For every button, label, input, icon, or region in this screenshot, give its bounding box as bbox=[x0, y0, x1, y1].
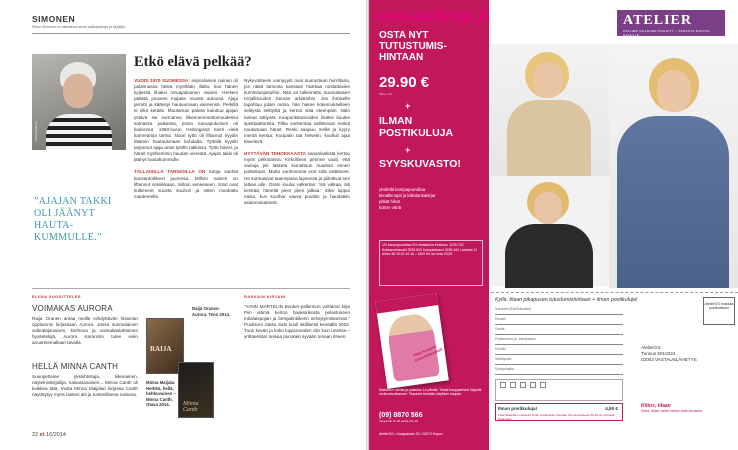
col1-text: espoolainen nainen oli palannassa töistä myöhään illalla, kun hänen kyljessä lihaksi raruapukuinen nainen. Herkeni päästä puuseni majasa nousta autoosa. Ajaja jarrutti ja käänsyi hautuumaan viereensä. Perkillä ei ollut ketään. Muutaman päivän kuluttua ajajan ystävä sai surmansa liikenneonnettomuudessa samassa paikassa, jossa naruapukuinen oli kadonnut. 1960-luvun Helsingissä kierti vielä karmeampi tarina. Nuori tyttö oli liftannut kyydin Malmin hautausmaan kohdalta. Tyttöllä kyydin tarjonnut ajaja antoi tytölle takkinsa. Tyttö hävisi, ja hänet myöhemmin haudan vierestä. Ajajan takki oli jäänyt hautakummulle. bbox=[134, 78, 238, 163]
free-shipping-box bbox=[495, 403, 623, 421]
model-face bbox=[657, 70, 691, 112]
address-line: Tunnus 5010324 bbox=[641, 350, 676, 356]
article-column-1 bbox=[134, 78, 238, 200]
pull-quote: ”AJAJAN TAKKI OLI JÄÄNYT HAUTA-KUMMULLE.” bbox=[34, 196, 112, 243]
price-note: Alkup. 69,- bbox=[379, 92, 394, 96]
model-face bbox=[534, 192, 562, 224]
thanks-option[interactable] bbox=[641, 403, 703, 413]
phone-number bbox=[379, 412, 423, 423]
pink-offer-panel bbox=[369, 0, 489, 450]
aurora-caption: Raija Oranen: Aurora. Teos 2014. bbox=[192, 306, 231, 317]
coupon-title: Kyllä, tilaan pikapusen tutustumishintaan + ilman postikuluja! bbox=[495, 297, 638, 303]
left-page bbox=[0, 0, 368, 450]
favorite-book-label: RAKKAIN KIRJANI bbox=[244, 294, 286, 299]
author-photo bbox=[32, 54, 126, 150]
col2-text-b: sananlaskistä kertoo myös pelkotarina. Kirkollinen perinne vaati, että vainaja piti lasketa siunattuun maahan ennen puitteitaan. Mutta vanhemmat erot siitä väittäneet. He surmasivat taaempana lapsensa ja piilottivat sen lattian alle. Ossin kuulai valkertan: 'Isä valkaa, äiti kenkää, hänellä pieni pieni jalkaa.' Siksi loppui naisa, kun kuulhar vauva puottiin ja haudattiin asianmukaisesti. bbox=[244, 151, 350, 205]
photo-credit: Tytti Kilpeläinen bbox=[34, 120, 38, 142]
address-line: AtelierGS bbox=[641, 345, 661, 350]
brand-logo bbox=[617, 10, 725, 36]
col2-subhead: HYYTÄVÄN TEHOKKAASTA bbox=[244, 151, 306, 157]
model-top bbox=[617, 116, 729, 288]
checkbox[interactable] bbox=[500, 382, 506, 388]
canth-caption: Minna Maijala: Herkkä, hellä, hehkuvainen – Minna Canth. Otava 2014. bbox=[146, 380, 176, 408]
model-top bbox=[505, 224, 593, 288]
offer-headline: OSTA NYT TUTUSTUMIS-HINTAAN bbox=[379, 30, 447, 63]
aurora-text: Raija Oranen antaa meille viihdyttävän historian oppitunnin kirjassaan Aurora. Jossa suomalainen vaikuttajanainen, kiehtova ja voimakastahtoinen hyväntekijä, Aurora Karamzin tulee esiin anuartsemallaan tavalla. bbox=[32, 316, 138, 346]
catalog-header-band bbox=[375, 293, 438, 314]
feature-list bbox=[379, 187, 435, 211]
free-shipping-headline: ILMAN POSTIKULUJA bbox=[379, 115, 454, 139]
checkbox[interactable] bbox=[530, 382, 536, 388]
field-lastname[interactable]: Sukunimi (Etu/Sukunimi) bbox=[495, 307, 623, 315]
checkbox[interactable] bbox=[510, 382, 516, 388]
header-rule bbox=[32, 33, 350, 34]
field-address[interactable]: Osoite bbox=[495, 327, 623, 335]
model-top bbox=[507, 100, 591, 180]
company-footer: AtelierGS • Kauppakatu 13 • 02070 Espoo bbox=[379, 432, 443, 436]
photo-face bbox=[63, 74, 93, 108]
feature-item: kimallenapit ja kiiltolankakirjat bbox=[379, 193, 436, 198]
canth-book-title: Minna Canth bbox=[183, 401, 199, 413]
model-photo-black bbox=[491, 176, 609, 286]
canth-text: Suuopettelee ykssihtistaja, liikenainen, näytelmäkirjailija, naisasianainen... Minna Canth oli kaikkea tätä, mutta Minna Maijalan kirjassa Canth näyttäytyy myös lasteni äiti ja tunteellisena naisena. bbox=[32, 374, 138, 398]
aurora-book-title: RAIJA bbox=[150, 345, 172, 353]
logo-subtitle: ATELIER GOLDNER SCHNITT – PARASTA MUOTIA NAISILLE bbox=[623, 29, 710, 37]
website-url: www.ateliergs.fi bbox=[377, 6, 489, 25]
column-subtitle: Eliisa Simonen on elämänsä aivan pääkirjoittaja ja kirjailija. bbox=[32, 25, 126, 29]
free-shipping-label: Ilman postikuluja! bbox=[498, 406, 538, 411]
offer-price: 29.90 € bbox=[379, 74, 430, 91]
field-email[interactable]: Sähköposti bbox=[495, 357, 623, 365]
field-phone[interactable]: Puhelin bbox=[495, 347, 623, 355]
canth-heading: HELLÄ MINNA CANTH bbox=[32, 362, 119, 371]
autumn-catalog-headline: SYYSKUVASTO! bbox=[379, 158, 461, 170]
col1-text-b: tutoja vanhat kansantoihkeet juurensa. Milloin nainen on liftannut vossikkaan, milloin veneeseen. Jotut ovat kulkeneet suusta suuhun ja sitten muokattu mantereelle. bbox=[134, 169, 239, 199]
favorite-book-text: ”YANN MARTELIN Booker-palkinnon voittanut kirja Piin elämä kertoo haaksirikosta pelastuneen Intialaispojan ja bengalintiikerin selviytymistarinan.” Puolisoni Jukka Salo kuoli äkillisesti keväällä 2002. Tuon kevän ja koko loppuvuoden olin kuin unessa – yrittäessäni tuskaa purukaki syvään omaan itseen. bbox=[244, 304, 350, 340]
product-info-box: 1% kampapuuvillaa 5% elastaania Keskiarv. 3239-700 Sotiaanviinsnahi 3239-600 Kampatavaroi 3239-400 Laivasto 11 Iehes 38 40 42 44 46 – 4400 84 cm rinta 29,90 bbox=[379, 240, 483, 286]
free-shipping-note: Tilaa Madetlan postikulut ilman postikulujen käyttää. Ota tarjouskoodi 59-04 tai nopeasti tilaamaan! bbox=[498, 413, 615, 421]
col2-text: Nykyvoitteeni vampyyrit ovat suurastaan hurrittaria, jon näitä tarinoita kansaan hiukkaa nostattavien kummitusjuttuihin. Nitä on tallennettu Suomalaisen Kirjallisuuden Seuran arkistoihin. Jos ihmiselle tapahtuu jotain outoa, hän hakee kokemukselleen selitystä selitystä ja kertoo siitä eteenpäin. Näin tarinat säilyvät. Kaupunkitarinoiden lisäksi kuulee spektaattoreita: Pilka vanhentaa vallitsevan renkiä noutamaan hänet. Renki saapuu mellä ja kyyry mentä kertaa: Kuopalin taa helvetin, kuulluit ajaa kävelevä. bbox=[244, 78, 350, 144]
checkbox[interactable] bbox=[540, 382, 546, 388]
model-face bbox=[533, 62, 563, 98]
thanks-label: Kiitos, tilaan bbox=[641, 403, 671, 409]
model-photo-beige bbox=[491, 44, 609, 176]
plus-sign-2: + bbox=[405, 145, 411, 155]
feature-item: yksilöllä kampapuuvillaa bbox=[379, 187, 426, 192]
page-folio bbox=[32, 432, 66, 438]
free-shipping-price: 4,90 € bbox=[605, 406, 618, 411]
canth-book-cover bbox=[178, 362, 214, 418]
phone-hours: ma-pe klo 8–18, la klo 10–14 bbox=[379, 419, 418, 423]
checkbox[interactable] bbox=[520, 382, 526, 388]
catalog-image bbox=[375, 293, 449, 389]
magazine-name: et bbox=[39, 432, 45, 438]
issue-number: 16/2014 bbox=[46, 432, 66, 438]
col1-lead: VUODI 1970 SUOMESSA: bbox=[134, 78, 190, 83]
article-title: Etkö elävä pelkää? bbox=[134, 54, 252, 70]
catalog-seal: Tilaa kuvasto tutustuttavaksi! bbox=[411, 343, 444, 363]
reply-address bbox=[641, 345, 697, 362]
column-header: SIMONEN bbox=[32, 14, 76, 24]
photo-striped-shirt bbox=[46, 114, 112, 150]
order-coupon bbox=[491, 292, 738, 450]
phone-value: (09) 8870 566 bbox=[379, 412, 423, 419]
thanks-sub: Kiitos, tilaan sähkö kertoo uutis kuvaston. bbox=[641, 409, 704, 413]
model-photo-blue bbox=[609, 44, 738, 288]
page-number: 22 bbox=[32, 432, 39, 438]
recommend-label: ELIINA SUOSITTELEE bbox=[32, 294, 82, 299]
logo-text: ATELIER bbox=[623, 13, 692, 28]
feature-item: pitkät hihat bbox=[379, 199, 400, 204]
size-color-grid bbox=[495, 379, 623, 401]
plus-sign-1: + bbox=[405, 101, 411, 111]
field-birthdate[interactable]: Syntymäaika bbox=[495, 367, 623, 375]
col1-subhead: TÄLLAISILLA TARINOILLA ON bbox=[134, 169, 206, 175]
article-column-2 bbox=[244, 78, 350, 206]
feature-item: kolme väriä bbox=[379, 205, 401, 210]
terms-text: Maksuton valinta ja palautus 14 päivää. Tarkat kauppaehdot löytyvät verkkosivuiltamme. Tilaukset tehdään käyttäen kaupan. bbox=[379, 388, 482, 397]
field-firstname[interactable]: Etunimi bbox=[495, 317, 623, 325]
postage-stamp-box: AtelierGS maksaa postimaksun bbox=[703, 297, 735, 325]
address-line: 02003 VASTAUSLÄHETYS bbox=[641, 356, 697, 362]
field-postcode[interactable]: Postinumero ja -toimipaikka bbox=[495, 337, 623, 345]
aurora-heading: VOIMAKAS AURORA bbox=[32, 304, 113, 313]
right-page-ad bbox=[369, 0, 738, 450]
section-rule bbox=[32, 288, 350, 289]
